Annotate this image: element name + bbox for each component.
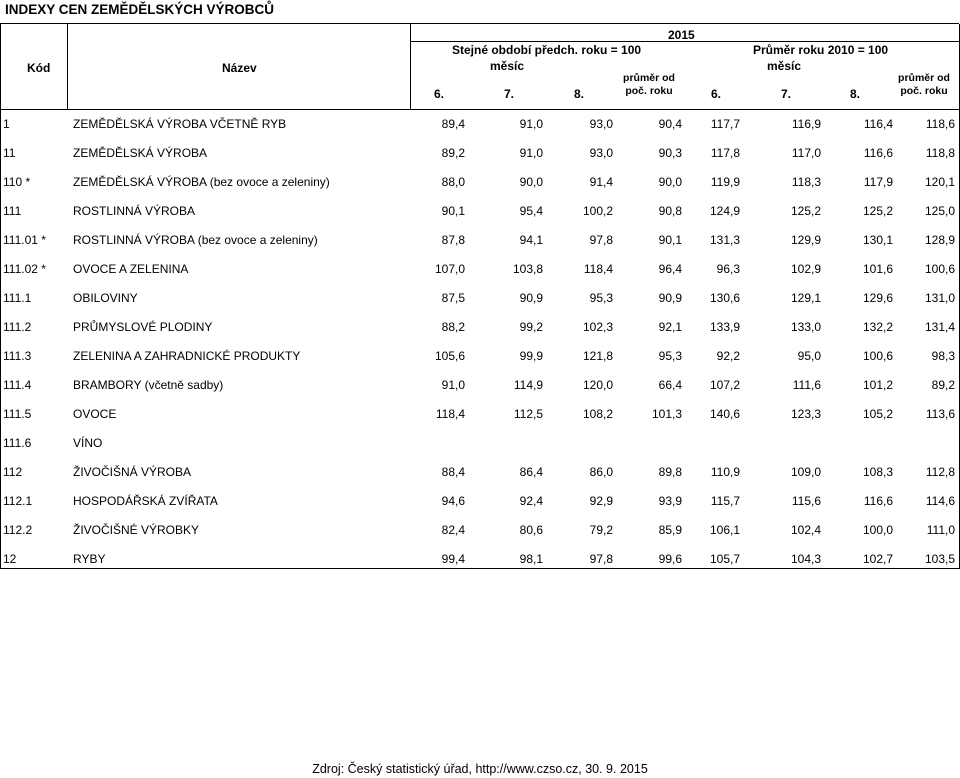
cell-value: 133,0 — [790, 320, 821, 334]
cell-value: 103,8 — [512, 262, 543, 276]
cell-value: 96,4 — [658, 262, 682, 276]
table-row — [0, 226, 959, 255]
cell-value: 131,0 — [924, 291, 955, 305]
cell-value: 79,2 — [589, 523, 613, 537]
cell-value: 113,6 — [925, 407, 955, 421]
cell-value: 112,5 — [513, 407, 543, 421]
header-prumer-line2: poč. roku — [900, 85, 948, 97]
cell-value: 118,8 — [925, 146, 955, 160]
cell-value: 89,2 — [441, 146, 465, 160]
row-code: 111.3 — [3, 349, 32, 363]
cell-value: 90,1 — [441, 204, 465, 218]
cell-value: 131,3 — [709, 233, 740, 247]
row-name: OVOCE — [73, 407, 117, 421]
cell-value: 114,9 — [513, 378, 543, 392]
cell-value: 98,3 — [931, 349, 955, 363]
cell-value: 115,7 — [710, 494, 740, 508]
cell-value: 92,1 — [658, 320, 682, 334]
cell-value: 93,0 — [589, 146, 613, 160]
header-mesic-2: měsíc — [767, 59, 802, 73]
cell-value: 104,3 — [790, 552, 821, 566]
cell-value: 91,0 — [519, 117, 543, 131]
row-name: ZEMĚDĚLSKÁ VÝROBA VČETNĚ RYB — [73, 117, 287, 131]
cell-value: 105,6 — [434, 349, 465, 363]
cell-value: 94,6 — [441, 494, 465, 508]
cell-value: 133,9 — [709, 320, 740, 334]
cell-value: 90,9 — [519, 291, 543, 305]
row-name: BRAMBORY (včetně sadby) — [73, 378, 224, 392]
cell-value: 88,4 — [441, 465, 465, 479]
cell-value: 80,6 — [519, 523, 543, 537]
row-name: ROSTLINNÁ VÝROBA (bez ovoce a zeleniny) — [73, 233, 318, 247]
cell-value: 116,6 — [863, 146, 893, 160]
cell-value: 87,5 — [441, 291, 465, 305]
cell-value: 101,6 — [862, 262, 893, 276]
cell-value: 125,2 — [862, 204, 893, 218]
row-code: 111.01 * — [3, 233, 46, 247]
cell-value: 99,2 — [519, 320, 543, 334]
row-name: OVOCE A ZELENINA — [73, 262, 189, 276]
row-code: 111.1 — [3, 291, 32, 305]
cell-value: 107,2 — [709, 378, 740, 392]
table-row — [0, 313, 959, 342]
cell-value: 103,5 — [924, 552, 955, 566]
header-group-avg-2010: Průměr roku 2010 = 100 — [753, 43, 889, 57]
cell-value: 130,6 — [709, 291, 740, 305]
cell-value: 125,0 — [924, 204, 955, 218]
cell-value: 132,2 — [862, 320, 893, 334]
cell-value: 86,0 — [589, 465, 613, 479]
header-month: 8. — [574, 87, 585, 101]
source-footer: Zdroj: Český statistický úřad, http://www.czso.cz, 30. 9. 2015 — [312, 762, 648, 776]
cell-value: 117,9 — [863, 175, 893, 189]
cell-value: 118,4 — [583, 262, 613, 276]
header-kod: Kód — [27, 61, 51, 75]
cell-value: 109,0 — [790, 465, 821, 479]
cell-value: 130,1 — [862, 233, 893, 247]
header-prumer-od-2 — [893, 72, 955, 98]
header-divider — [410, 24, 411, 109]
header-month: 8. — [850, 87, 861, 101]
cell-value: 125,2 — [790, 204, 821, 218]
cell-value: 117,0 — [791, 146, 821, 160]
cell-value: 106,1 — [709, 523, 740, 537]
cell-value: 85,9 — [658, 523, 682, 537]
cell-value: 91,0 — [519, 146, 543, 160]
table-row — [0, 458, 959, 487]
table-row — [0, 371, 959, 400]
cell-value: 99,4 — [441, 552, 465, 566]
cell-value: 92,4 — [519, 494, 543, 508]
cell-value: 95,3 — [589, 291, 613, 305]
row-name: ŽIVOČIŠNÁ VÝROBA — [73, 465, 192, 479]
row-name: RYBY — [73, 552, 106, 566]
row-name: ZEMĚDĚLSKÁ VÝROBA — [73, 146, 208, 160]
cell-value: 115,6 — [791, 494, 821, 508]
cell-value: 100,2 — [582, 204, 613, 218]
row-code: 1 — [3, 117, 10, 131]
cell-value: 91,0 — [441, 378, 465, 392]
table-row — [0, 342, 959, 371]
cell-value: 90,9 — [658, 291, 682, 305]
cell-value: 100,6 — [862, 349, 893, 363]
cell-value: 66,4 — [658, 378, 682, 392]
header-month: 6. — [434, 87, 445, 101]
cell-value: 110,9 — [710, 465, 740, 479]
cell-value: 89,2 — [931, 378, 955, 392]
header-prumer-od-1 — [618, 72, 680, 98]
cell-value: 120,0 — [582, 378, 613, 392]
cell-value: 97,8 — [589, 233, 613, 247]
row-name: HOSPODÁŘSKÁ ZVÍŘATA — [73, 494, 218, 508]
cell-value: 112,8 — [925, 465, 955, 479]
cell-value: 89,8 — [658, 465, 682, 479]
header-prumer-line2: poč. roku — [625, 85, 673, 97]
cell-value: 129,9 — [790, 233, 821, 247]
cell-value: 90,3 — [658, 146, 682, 160]
header-month: 7. — [504, 87, 515, 101]
row-code: 110 * — [3, 175, 31, 189]
row-code: 112.1 — [3, 494, 33, 508]
row-name: PRŮMYSLOVÉ PLODINY — [73, 320, 213, 334]
cell-value: 90,4 — [658, 117, 682, 131]
table-row — [0, 168, 959, 197]
row-code: 111 — [3, 204, 22, 218]
cell-value: 118,6 — [925, 117, 955, 131]
cell-value: 100,0 — [862, 523, 893, 537]
cell-value: 129,6 — [862, 291, 893, 305]
row-name: ŽIVOČIŠNÉ VÝROBKY — [73, 523, 200, 537]
cell-value: 118,3 — [791, 175, 821, 189]
row-code: 111.2 — [3, 320, 32, 334]
table-row — [0, 487, 959, 516]
header-month: 6. — [711, 87, 722, 101]
cell-value: 108,3 — [862, 465, 893, 479]
row-code: 112 — [3, 465, 23, 479]
header-mesic-1: měsíc — [490, 59, 525, 73]
cell-value: 88,2 — [441, 320, 465, 334]
header-divider — [67, 24, 68, 109]
cell-value: 97,8 — [589, 552, 613, 566]
cell-value: 116,4 — [863, 117, 893, 131]
cell-value: 105,7 — [709, 552, 740, 566]
cell-value: 88,0 — [441, 175, 465, 189]
cell-value: 90,1 — [658, 233, 682, 247]
row-code: 111.5 — [3, 407, 32, 421]
row-name: OBILOVINY — [73, 291, 138, 305]
cell-value: 128,9 — [924, 233, 955, 247]
row-code: 112.2 — [3, 523, 33, 537]
cell-value: 101,3 — [651, 407, 682, 421]
table-row — [0, 255, 959, 284]
header-prumer-line1: průměr od — [898, 72, 950, 84]
cell-value: 94,1 — [519, 233, 543, 247]
cell-value: 90,0 — [519, 175, 543, 189]
table-header — [0, 24, 959, 110]
cell-value: 96,3 — [716, 262, 740, 276]
table-row — [0, 284, 959, 313]
cell-value: 119,9 — [710, 175, 740, 189]
cell-value: 86,4 — [519, 465, 543, 479]
cell-value: 100,6 — [924, 262, 955, 276]
cell-value: 111,0 — [926, 523, 955, 537]
cell-value: 95,3 — [658, 349, 682, 363]
cell-value: 108,2 — [582, 407, 613, 421]
row-code: 111.02 * — [3, 262, 46, 276]
row-name: ZELENINA A ZAHRADNICKÉ PRODUKTY — [73, 349, 301, 363]
cell-value: 93,0 — [589, 117, 613, 131]
cell-value: 102,7 — [862, 552, 893, 566]
cell-value: 116,9 — [791, 117, 821, 131]
row-code: 111.4 — [3, 378, 32, 392]
page-title: INDEXY CEN ZEMĚDĚLSKÝCH VÝROBCŮ — [0, 0, 959, 24]
header-year: 2015 — [668, 28, 695, 42]
cell-value: 98,1 — [519, 552, 543, 566]
row-name: ROSTLINNÁ VÝROBA — [73, 204, 196, 218]
cell-value: 89,4 — [441, 117, 465, 131]
cell-value: 87,8 — [441, 233, 465, 247]
cell-value: 124,9 — [709, 204, 740, 218]
cell-value: 117,7 — [710, 117, 740, 131]
cell-value: 117,8 — [710, 146, 740, 160]
cell-value: 131,4 — [924, 320, 955, 334]
cell-value: 95,0 — [797, 349, 821, 363]
cell-value: 123,3 — [790, 407, 821, 421]
row-name: ZEMĚDĚLSKÁ VÝROBA (bez ovoce a zeleniny) — [73, 175, 330, 189]
cell-value: 82,4 — [441, 523, 465, 537]
cell-value: 114,6 — [925, 494, 955, 508]
table-row — [0, 545, 959, 574]
cell-value: 95,4 — [519, 204, 543, 218]
cell-value: 101,2 — [862, 378, 893, 392]
cell-value: 93,9 — [658, 494, 682, 508]
cell-value: 99,6 — [658, 552, 682, 566]
cell-value: 120,1 — [924, 175, 955, 189]
header-nazev: Název — [222, 61, 257, 75]
cell-value: 102,3 — [582, 320, 613, 334]
cell-value: 91,4 — [589, 175, 613, 189]
cell-value: 90,0 — [658, 175, 682, 189]
row-code: 11 — [3, 146, 16, 160]
cell-value: 116,6 — [863, 494, 893, 508]
cell-value: 102,9 — [790, 262, 821, 276]
cell-value: 90,8 — [658, 204, 682, 218]
header-group-previous-year: Stejné období předch. roku = 100 — [452, 43, 642, 57]
cell-value: 107,0 — [434, 262, 465, 276]
header-month: 7. — [781, 87, 792, 101]
header-rule — [411, 41, 959, 42]
cell-value: 92,2 — [716, 349, 740, 363]
table-row — [0, 516, 959, 545]
cell-value: 140,6 — [709, 407, 740, 421]
cell-value: 99,9 — [519, 349, 543, 363]
table-row — [0, 110, 959, 139]
cell-value: 92,9 — [589, 494, 613, 508]
cell-value: 105,2 — [862, 407, 893, 421]
cell-value: 118,4 — [435, 407, 465, 421]
table-row — [0, 429, 959, 458]
row-name: VÍNO — [73, 436, 103, 450]
cell-value: 102,4 — [790, 523, 821, 537]
header-prumer-line1: průměr od — [623, 72, 675, 84]
table-row — [0, 400, 959, 429]
cell-value: 129,1 — [790, 291, 821, 305]
cell-value: 121,8 — [582, 349, 613, 363]
row-code: 12 — [3, 552, 17, 566]
row-code: 111.6 — [3, 436, 32, 450]
table-row — [0, 139, 959, 168]
table-row — [0, 197, 959, 226]
cell-value: 111,6 — [792, 378, 821, 392]
